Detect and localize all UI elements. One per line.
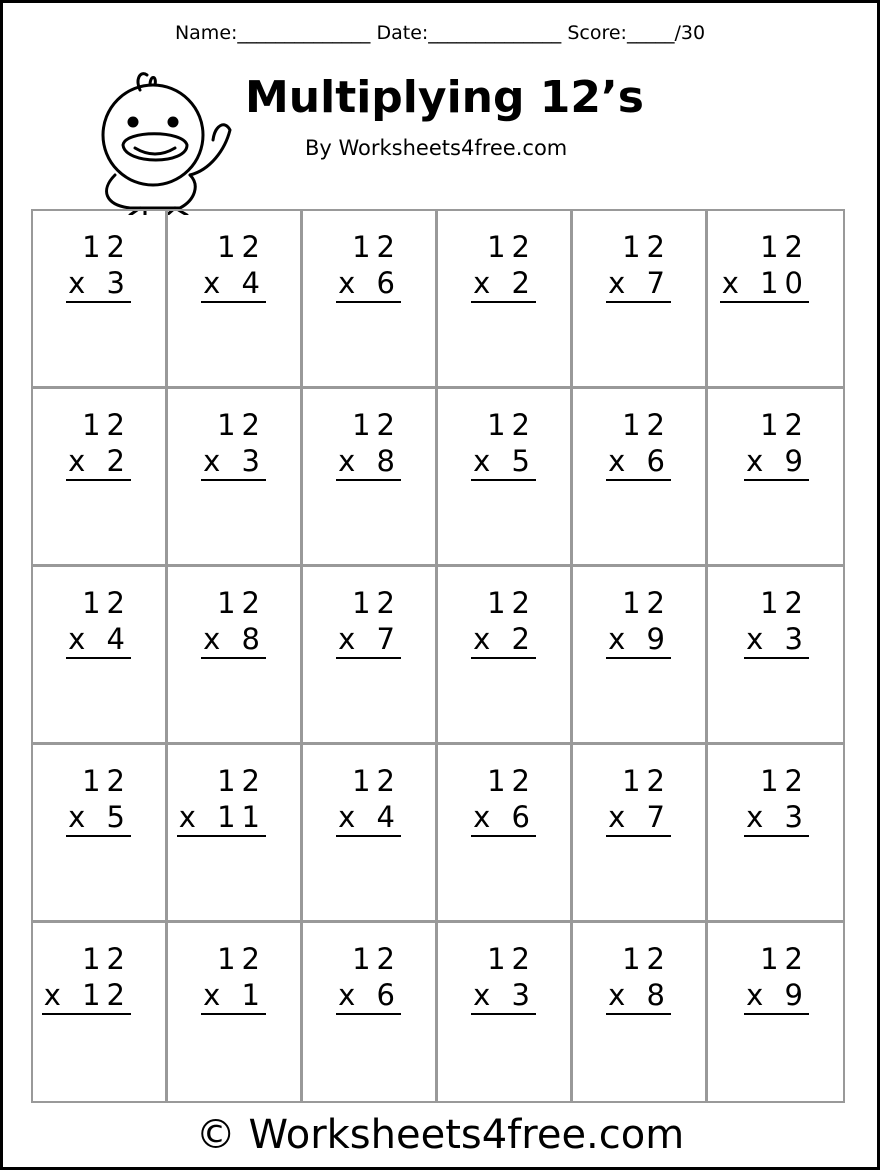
multiplication-problem xyxy=(471,229,536,303)
multiplication-problem xyxy=(471,407,536,481)
multiplicand: 12 xyxy=(760,230,809,264)
multiplier: 2 xyxy=(511,622,536,656)
score-label: Score: xyxy=(567,22,627,44)
multiplier-row xyxy=(336,977,401,1015)
multiplication-problem xyxy=(201,407,266,481)
problem-cell[interactable] xyxy=(303,745,438,923)
multiplication-problem xyxy=(606,941,671,1015)
multiplicand: 12 xyxy=(622,586,671,620)
multiplier: 6 xyxy=(376,978,401,1012)
multiply-operator: x xyxy=(178,800,202,834)
multiply-operator: x xyxy=(43,978,67,1012)
multiplier: 1 xyxy=(241,978,266,1012)
multiplicand: 12 xyxy=(622,764,671,798)
multiplier-row xyxy=(201,977,266,1015)
multiplier-row xyxy=(744,443,809,481)
multiply-operator: x xyxy=(608,622,632,656)
multiplication-problem xyxy=(66,585,131,659)
multiplicand: 12 xyxy=(487,230,536,264)
multiply-operator: x xyxy=(68,622,92,656)
multiplicand: 12 xyxy=(217,586,266,620)
multiplier: 3 xyxy=(784,800,809,834)
multiplier: 6 xyxy=(511,800,536,834)
multiplication-problem xyxy=(336,763,401,837)
multiplication-problem xyxy=(471,585,536,659)
multiplication-problem xyxy=(336,407,401,481)
multiplicand: 12 xyxy=(760,764,809,798)
multiplier-row xyxy=(471,799,536,837)
multiplicand: 12 xyxy=(82,764,131,798)
multiplier-row xyxy=(201,265,266,303)
multiplicand: 12 xyxy=(487,764,536,798)
problem-cell[interactable] xyxy=(438,567,573,745)
problem-cell[interactable] xyxy=(168,745,303,923)
multiplicand: 12 xyxy=(217,942,266,976)
multiply-operator: x xyxy=(746,444,770,478)
multiply-operator: x xyxy=(473,266,497,300)
problem-cell[interactable] xyxy=(33,211,168,389)
multiply-operator: x xyxy=(338,266,362,300)
multiplier: 10 xyxy=(760,266,809,300)
multiplication-problem xyxy=(720,229,809,303)
multiply-operator: x xyxy=(203,978,227,1012)
multiplier-row xyxy=(606,443,671,481)
multiplication-problem xyxy=(606,229,671,303)
problem-cell[interactable] xyxy=(33,923,168,1101)
score-total: /30 xyxy=(674,22,706,44)
problem-cell[interactable] xyxy=(573,923,708,1101)
multiply-operator: x xyxy=(746,978,770,1012)
multiplier: 7 xyxy=(376,622,401,656)
problem-cell[interactable] xyxy=(573,567,708,745)
worksheet-byline: By Worksheets4free.com xyxy=(305,136,568,160)
multiplicand: 12 xyxy=(82,230,131,264)
multiplier-row xyxy=(720,265,809,303)
multiply-operator: x xyxy=(338,444,362,478)
problem-cell[interactable] xyxy=(168,389,303,567)
multiply-operator: x xyxy=(473,800,497,834)
multiplier-row xyxy=(471,977,536,1015)
multiplication-problem xyxy=(744,941,809,1015)
multiplication-problem xyxy=(744,585,809,659)
multiplier-row xyxy=(66,621,131,659)
multiplication-problem xyxy=(66,407,131,481)
multiply-operator: x xyxy=(338,622,362,656)
multiplier: 7 xyxy=(646,800,671,834)
problem-cell[interactable] xyxy=(438,389,573,567)
multiplicand: 12 xyxy=(487,942,536,976)
multiply-operator: x xyxy=(68,800,92,834)
multiplier: 9 xyxy=(784,444,809,478)
multiplication-problem xyxy=(66,763,131,837)
multiplier-row xyxy=(42,977,131,1015)
problem-cell[interactable] xyxy=(168,923,303,1101)
multiplier-row xyxy=(471,621,536,659)
date-label: Date: xyxy=(376,22,429,44)
multiplier: 4 xyxy=(106,622,131,656)
multiplication-problem xyxy=(336,585,401,659)
multiply-operator: x xyxy=(608,444,632,478)
multiplier: 3 xyxy=(106,266,131,300)
multiplier-row xyxy=(66,443,131,481)
multiplier: 8 xyxy=(376,444,401,478)
multiplier: 4 xyxy=(376,800,401,834)
multiplication-problem xyxy=(201,585,266,659)
multiplier: 9 xyxy=(784,978,809,1012)
duck-illustration xyxy=(95,50,240,215)
problem-cell[interactable] xyxy=(438,745,573,923)
multiplicand: 12 xyxy=(487,586,536,620)
multiply-operator: x xyxy=(203,444,227,478)
multiplication-problem xyxy=(744,407,809,481)
date-blank[interactable]: ______________ xyxy=(428,22,568,44)
problem-cell[interactable] xyxy=(303,211,438,389)
multiplication-problem xyxy=(606,585,671,659)
multiply-operator: x xyxy=(608,978,632,1012)
problem-cell[interactable] xyxy=(303,923,438,1101)
multiplier-row xyxy=(336,621,401,659)
problem-cell[interactable] xyxy=(573,389,708,567)
multiplier: 11 xyxy=(217,800,266,834)
footer-copyright: © Worksheets4free.com xyxy=(195,1112,685,1158)
multiplier-row xyxy=(606,977,671,1015)
multiplicand: 12 xyxy=(352,764,401,798)
multiplication-problem xyxy=(606,763,671,837)
multiply-operator: x xyxy=(721,266,745,300)
multiplier-row xyxy=(177,799,266,837)
multiplier-row xyxy=(336,443,401,481)
problem-cell[interactable] xyxy=(708,567,843,745)
multiplicand: 12 xyxy=(622,408,671,442)
problem-cell[interactable] xyxy=(33,567,168,745)
multiplication-problem xyxy=(471,941,536,1015)
problem-cell[interactable] xyxy=(33,745,168,923)
multiplicand: 12 xyxy=(760,586,809,620)
multiplicand: 12 xyxy=(760,408,809,442)
multiplicand: 12 xyxy=(217,230,266,264)
problem-cell[interactable] xyxy=(573,745,708,923)
multiplier: 5 xyxy=(511,444,536,478)
multiplier: 4 xyxy=(241,266,266,300)
multiplicand: 12 xyxy=(82,586,131,620)
multiplication-problem xyxy=(201,941,266,1015)
multiply-operator: x xyxy=(608,266,632,300)
problem-cell[interactable] xyxy=(303,567,438,745)
multiplier-row xyxy=(201,621,266,659)
problem-cell[interactable] xyxy=(708,745,843,923)
multiplicand: 12 xyxy=(217,408,266,442)
multiplier-row xyxy=(606,621,671,659)
problem-cell[interactable] xyxy=(708,211,843,389)
problem-cell[interactable] xyxy=(573,211,708,389)
multiplier-row xyxy=(201,443,266,481)
multiplier-row xyxy=(336,799,401,837)
multiplication-problem xyxy=(42,941,131,1015)
multiplication-problem xyxy=(177,763,266,837)
multiplicand: 12 xyxy=(760,942,809,976)
multiplier-row xyxy=(336,265,401,303)
multiplier: 2 xyxy=(511,266,536,300)
multiply-operator: x xyxy=(68,444,92,478)
multiply-operator: x xyxy=(203,622,227,656)
multiplicand: 12 xyxy=(352,942,401,976)
multiplier: 3 xyxy=(511,978,536,1012)
name-label: Name: xyxy=(174,22,238,44)
multiplication-problem xyxy=(336,941,401,1015)
problem-cell[interactable] xyxy=(168,567,303,745)
problem-cell[interactable] xyxy=(708,389,843,567)
multiplier-row xyxy=(471,443,536,481)
student-info-line xyxy=(0,22,880,44)
multiply-operator: x xyxy=(473,978,497,1012)
multiplier: 7 xyxy=(646,266,671,300)
multiply-operator: x xyxy=(338,978,362,1012)
multiplier: 9 xyxy=(646,622,671,656)
multiplier: 12 xyxy=(82,978,131,1012)
multiplication-problem xyxy=(201,229,266,303)
score-blank[interactable]: _____ xyxy=(626,22,675,44)
multiplier-row xyxy=(471,265,536,303)
multiplication-problem xyxy=(744,763,809,837)
multiplier: 2 xyxy=(106,444,131,478)
problem-cell[interactable] xyxy=(168,211,303,389)
multiplier-row xyxy=(744,977,809,1015)
multiplicand: 12 xyxy=(622,230,671,264)
multiply-operator: x xyxy=(746,800,770,834)
multiplier-row xyxy=(606,265,671,303)
multiplier: 8 xyxy=(241,622,266,656)
multiplier-row xyxy=(66,265,131,303)
multiplier-row xyxy=(744,621,809,659)
multiplier-row xyxy=(606,799,671,837)
multiplicand: 12 xyxy=(82,408,131,442)
multiplication-problem xyxy=(336,229,401,303)
multiplier: 3 xyxy=(784,622,809,656)
multiplicand: 12 xyxy=(352,230,401,264)
multiply-operator: x xyxy=(608,800,632,834)
multiplication-problem xyxy=(471,763,536,837)
multiply-operator: x xyxy=(473,444,497,478)
multiplicand: 12 xyxy=(352,408,401,442)
multiply-operator: x xyxy=(338,800,362,834)
multiply-operator: x xyxy=(473,622,497,656)
multiplicand: 12 xyxy=(217,764,266,798)
problem-grid xyxy=(31,209,845,1103)
problem-cell[interactable] xyxy=(438,211,573,389)
multiplier: 6 xyxy=(646,444,671,478)
multiplier: 8 xyxy=(646,978,671,1012)
multiplicand: 12 xyxy=(487,408,536,442)
name-blank[interactable]: ______________ xyxy=(237,22,377,44)
multiply-operator: x xyxy=(746,622,770,656)
multiplication-problem xyxy=(606,407,671,481)
multiplicand: 12 xyxy=(622,942,671,976)
multiplier: 6 xyxy=(376,266,401,300)
problem-cell[interactable] xyxy=(708,923,843,1101)
multiplier-row xyxy=(744,799,809,837)
multiply-operator: x xyxy=(68,266,92,300)
multiplicand: 12 xyxy=(82,942,131,976)
multiply-operator: x xyxy=(203,266,227,300)
multiplier: 3 xyxy=(241,444,266,478)
multiplier-row xyxy=(66,799,131,837)
problem-cell[interactable] xyxy=(438,923,573,1101)
multiplication-problem xyxy=(66,229,131,303)
worksheet-title: Multiplying 12’s xyxy=(245,72,644,123)
multiplicand: 12 xyxy=(352,586,401,620)
multiplier: 5 xyxy=(106,800,131,834)
problem-cell[interactable] xyxy=(33,389,168,567)
problem-cell[interactable] xyxy=(303,389,438,567)
